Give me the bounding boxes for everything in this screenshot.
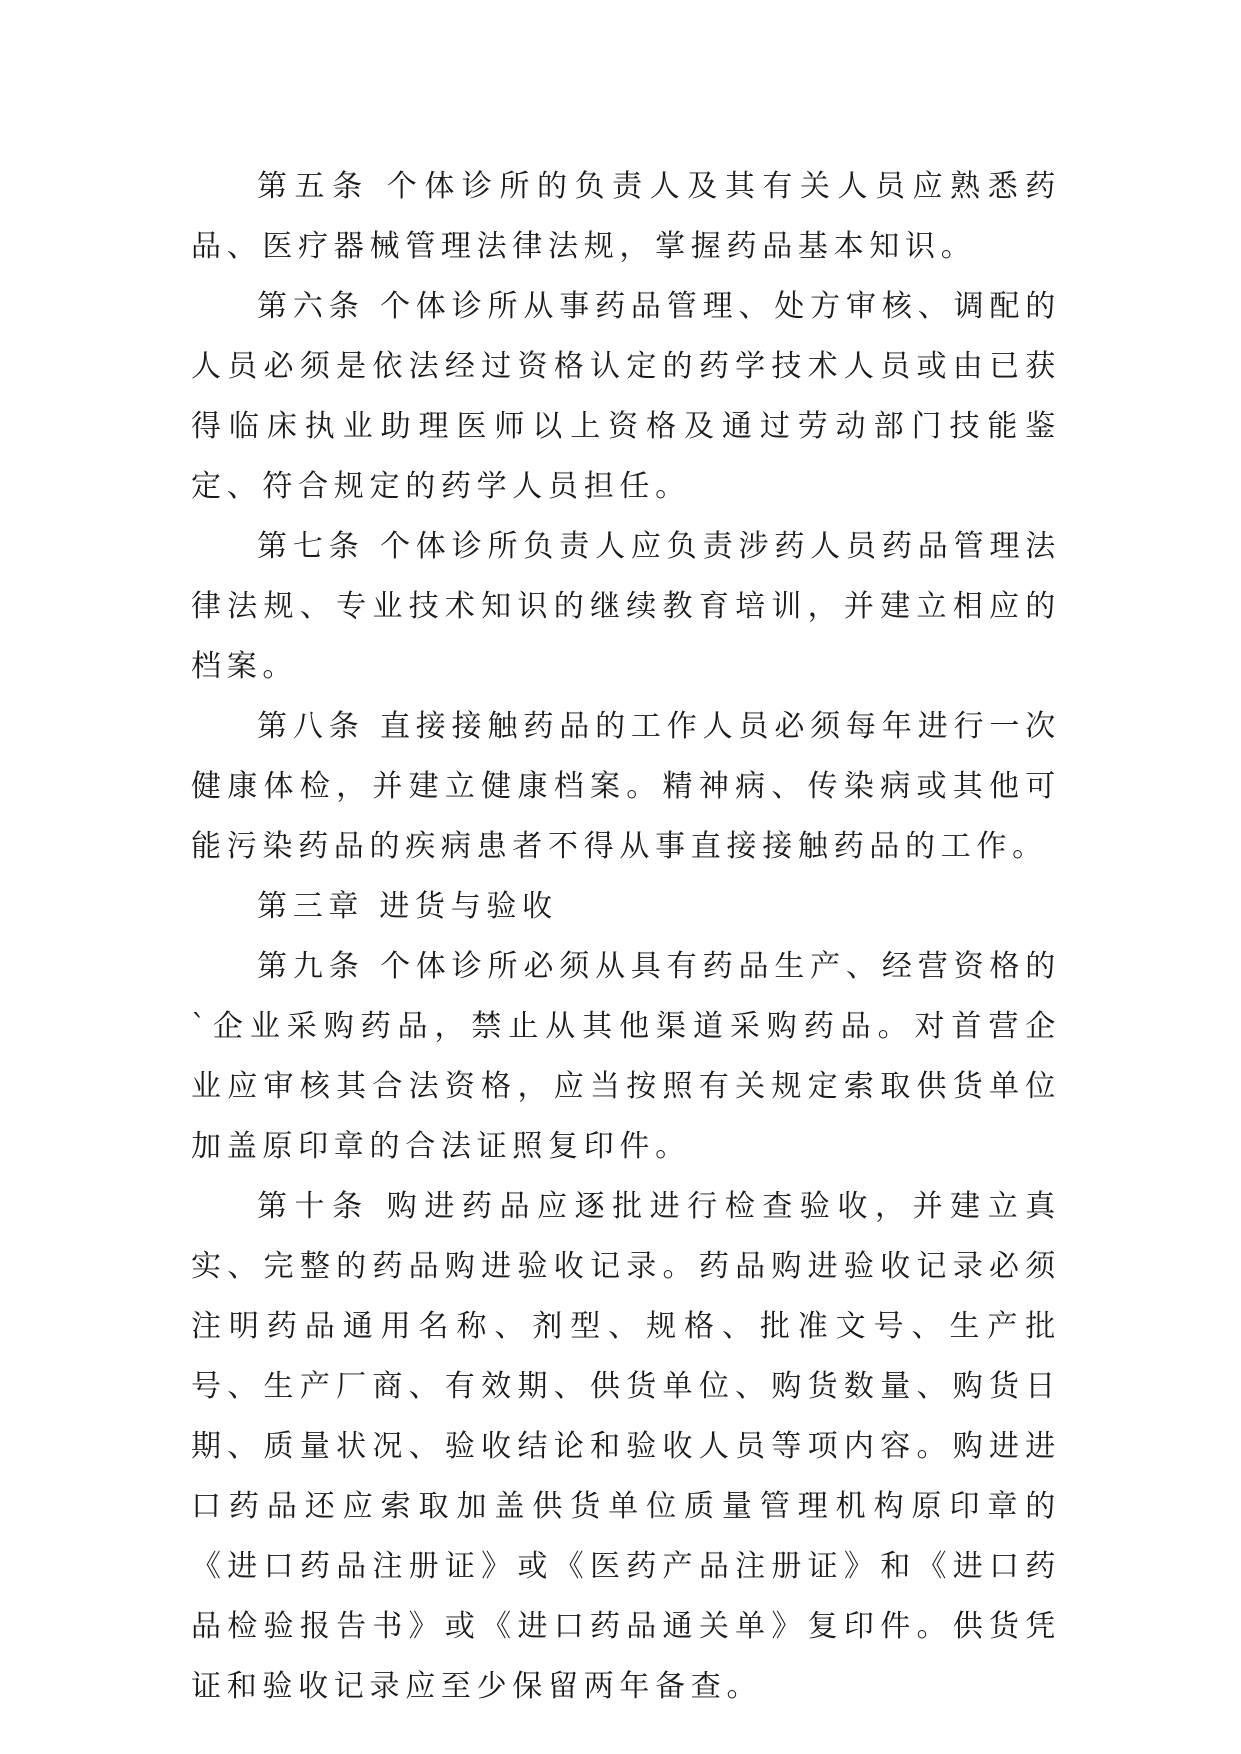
article-6: 第六条 个体诊所从事药品管理、处方审核、调配的人员必须是依法经过资格认定的药学技术人员或由已获得临床执业助理医师以上资格及通过劳动部门技能鉴定、符合规定的药学人员担任。 [191,289,1061,504]
document-body [191,157,1061,1717]
article-8: 第八条 直接接触药品的工作人员必须每年进行一次健康体检，并建立健康档案。精神病、传染病或其他可能污染药品的疾病患者不得从事直接接触药品的工作。 [191,709,1061,864]
article-9: 第九条 个体诊所必须从具有药品生产、经营资格的`企业采购药品，禁止从其他渠道采购药品。对首营企业应审核其合法资格，应当按照有关规定索取供货单位加盖原印章的合法证照复印件。 [191,949,1061,1164]
article-7: 第七条 个体诊所负责人应负责涉药人员药品管理法律法规、专业技术知识的继续教育培训，并建立相应的档案。 [191,529,1061,684]
article-5: 第五条 个体诊所的负责人及其有关人员应熟悉药品、医疗器械管理法律法规，掌握药品基本知识。 [191,169,1061,264]
chapter-3-heading: 第三章 进货与验收 [257,889,558,924]
article-10: 第十条 购进药品应逐批进行检查验收，并建立真实、完整的药品购进验收记录。药品购进验收记录必须注明药品通用名称、剂型、规格、批准文号、生产批号、生产厂商、有效期、供货单位、购货数量、购货日期、质量状况、验收结论和验收人员等项内容。购进进口药品还应索取加盖供货单位质量管理机构原印章的《进口药品注册证》或《医药产品注册证》和《进口药品检验报告书》或《进口药品通关单》复印件。供货凭证和验收记录应至少保留两年备查。 [191,1189,1061,1704]
